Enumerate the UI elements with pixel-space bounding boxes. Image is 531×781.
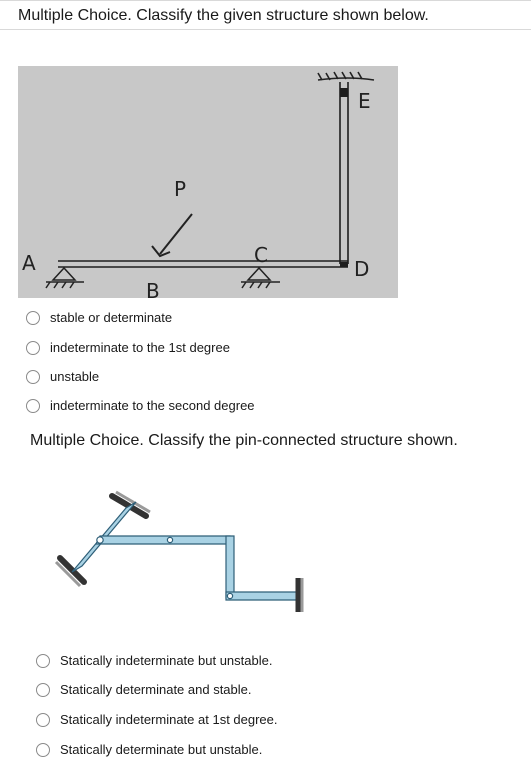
label-a: A: [22, 251, 36, 275]
option-label: Statically determinate but unstable.: [60, 742, 263, 757]
q1-option-4[interactable]: [26, 398, 255, 413]
q1-option-1[interactable]: [26, 310, 172, 325]
q2-option-3[interactable]: [36, 712, 278, 727]
pin-icon: [97, 537, 103, 543]
right-wall-support-icon: [298, 578, 302, 612]
radio-button[interactable]: [36, 683, 50, 697]
label-d: D: [354, 257, 370, 281]
q2-option-1[interactable]: [36, 653, 272, 668]
radio-button[interactable]: [36, 743, 50, 757]
pin-icon: [167, 537, 172, 542]
label-c: C: [254, 243, 268, 267]
radio-button[interactable]: [26, 311, 40, 325]
option-label: indeterminate to the second degree: [50, 398, 255, 413]
radio-button[interactable]: [36, 654, 50, 668]
label-e: E: [358, 89, 371, 113]
structure-photo: [18, 66, 398, 298]
option-label: Statically determinate and stable.: [60, 682, 252, 697]
pin-icon: [227, 593, 232, 598]
q1-option-2[interactable]: [26, 340, 230, 355]
radio-button[interactable]: [26, 341, 40, 355]
option-label: stable or determinate: [50, 310, 173, 325]
q1-option-3[interactable]: [26, 369, 99, 384]
q2-option-2[interactable]: [36, 682, 252, 697]
radio-button[interactable]: [26, 370, 40, 384]
label-b: B: [146, 279, 160, 298]
radio-button[interactable]: [36, 713, 50, 727]
question-2-title: Multiple Choice. Classify the pin-connected structure shown.: [30, 432, 458, 449]
pin-connected-frame-figure: [40, 486, 310, 616]
option-label: indeterminate to the 1st degree: [50, 340, 230, 355]
option-label: unstable: [50, 369, 100, 384]
q2-option-4[interactable]: [36, 742, 262, 757]
radio-button[interactable]: [26, 399, 40, 413]
upper-wall-support-icon: [112, 492, 150, 516]
question-1-title: Multiple Choice. Classify the given structure shown below.: [0, 0, 531, 30]
option-label: Statically indeterminate at 1st degree.: [60, 712, 278, 727]
option-label: Statically indeterminate but unstable.: [60, 653, 273, 668]
label-p: P: [174, 177, 187, 201]
